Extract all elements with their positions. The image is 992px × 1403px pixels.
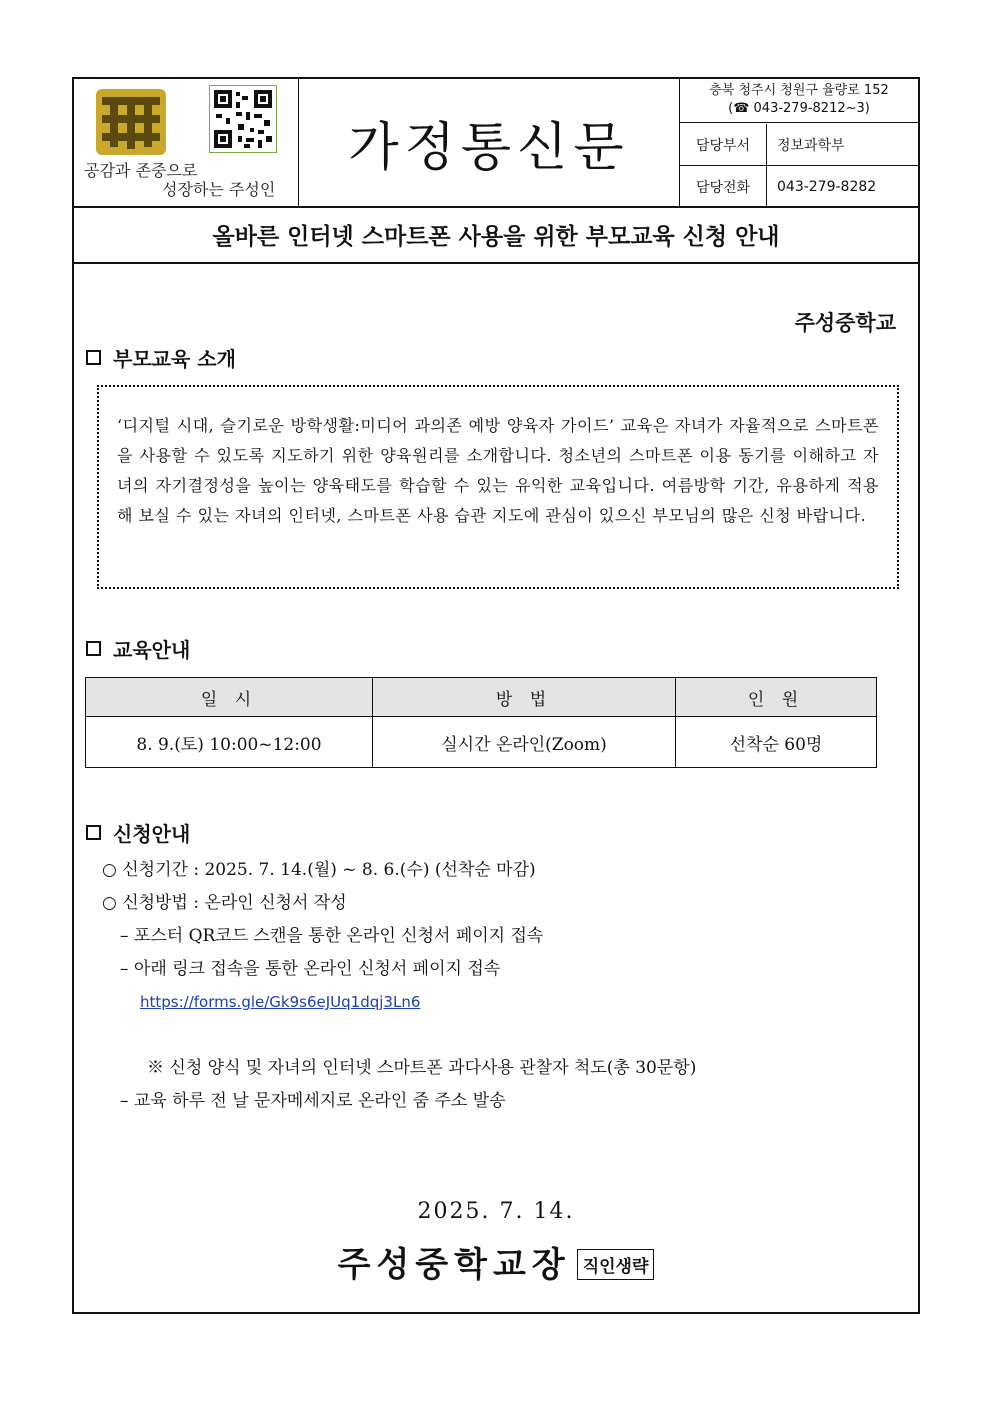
apply-link-item: – 아래 링크 접속을 통한 온라인 신청서 페이지 접속 bbox=[120, 959, 501, 979]
school-motto bbox=[84, 161, 289, 199]
table-row bbox=[86, 717, 877, 768]
phone-label: 담당전화 bbox=[680, 166, 767, 207]
seal-omitted-stamp: 직인생략 bbox=[577, 1249, 655, 1280]
signature bbox=[74, 1237, 918, 1286]
intro-box: ‘디지털 시대, 슬기로운 방학생활:미디어 과의존 예방 양육자 가이드’ 교육은 자녀가 자율적으로 스마트폰을 사용할 수 있도록 지도하기 위한 양육원리를 소개합니다. 청소년의 스마트폰 이용 동기를 이해하고 자녀의 자기결정성을 높이는 양육태도를 학습할 수 있는 유익한 교육입니다. 여름방학 기간, 유용하게 적용해 보실 수 있는 자녀의 인터넷, 스마트폰 사용 습관 지도에 관심이 있으신 부모님의 많은 신청 바랍니다. bbox=[97, 385, 899, 589]
section-intro-title: 부모교육 소개 bbox=[113, 347, 236, 371]
edu-table bbox=[85, 677, 877, 768]
document-frame bbox=[72, 77, 920, 1314]
section-edu-heading bbox=[86, 634, 190, 663]
table-cell: 실시간 온라인(Zoom) bbox=[373, 717, 676, 768]
apply-note: ※ 신청 양식 및 자녀의 인터넷 스마트폰 과다사용 관찰자 척도(총 30문항) bbox=[147, 1058, 697, 1078]
motto-line-2: 성장하는 주성인 bbox=[162, 180, 276, 199]
apply-form-link[interactable]: https://forms.gle/Gk9s6eJUq1dqj3Ln6 bbox=[140, 993, 421, 1011]
checkbox-square-icon bbox=[86, 825, 101, 840]
school-address bbox=[680, 79, 918, 123]
spacer bbox=[102, 1019, 696, 1052]
header bbox=[74, 79, 918, 208]
logo-cell bbox=[74, 79, 299, 206]
qr-code-icon bbox=[209, 85, 277, 153]
section-intro-heading bbox=[86, 343, 236, 372]
subject-title: 올바른 인터넷 스마트폰 사용을 위한 부모교육 신청 안내 bbox=[74, 206, 918, 264]
address-line-1: 충북 청주시 청원구 율량로 152 bbox=[709, 83, 889, 98]
table-header-cell: 일 시 bbox=[86, 678, 373, 717]
dept-value: 정보과학부 bbox=[777, 137, 845, 154]
phone-value: 043-279-8282 bbox=[777, 178, 877, 195]
table-header-row bbox=[86, 678, 877, 717]
apply-method: ○ 신청방법 : 온라인 신청서 작성 bbox=[102, 893, 347, 913]
motto-line-1: 공감과 존중으로 bbox=[84, 161, 198, 180]
phone-row bbox=[680, 166, 918, 207]
contact-info bbox=[680, 79, 918, 206]
table-cell: 8. 9.(토) 10:00~12:00 bbox=[86, 717, 373, 768]
section-apply-heading bbox=[86, 818, 190, 847]
document-title: 가정통신문 bbox=[299, 79, 680, 206]
section-edu-title: 교육안내 bbox=[113, 638, 191, 662]
table-header-cell: 방 법 bbox=[373, 678, 676, 717]
table-cell: 선착순 60명 bbox=[676, 717, 877, 768]
dept-row bbox=[680, 124, 918, 166]
school-name: 주성중학교 bbox=[794, 311, 896, 335]
school-emblem-icon bbox=[94, 87, 168, 157]
section-apply-title: 신청안내 bbox=[113, 822, 191, 846]
apply-zoom-item: – 교육 하루 전 날 문자메세지로 온라인 줌 주소 발송 bbox=[120, 1091, 506, 1111]
table-header-cell: 인 원 bbox=[676, 678, 877, 717]
apply-period: ○ 신청기간 : 2025. 7. 14.(월) ~ 8. 6.(수) (선착순 마감) bbox=[102, 860, 536, 880]
apply-list bbox=[102, 854, 696, 1118]
checkbox-square-icon bbox=[86, 350, 101, 365]
dept-label: 담당부서 bbox=[680, 124, 767, 165]
apply-qr-item: – 포스터 QR코드 스캔을 통한 온라인 신청서 페이지 접속 bbox=[120, 926, 544, 946]
issue-date: 2025. 7. 14. bbox=[417, 1199, 575, 1224]
checkbox-square-icon bbox=[86, 641, 101, 656]
address-line-2: (☎ 043-279-8212~3) bbox=[728, 101, 870, 116]
principal-name: 주성중학교장 bbox=[337, 1245, 571, 1285]
